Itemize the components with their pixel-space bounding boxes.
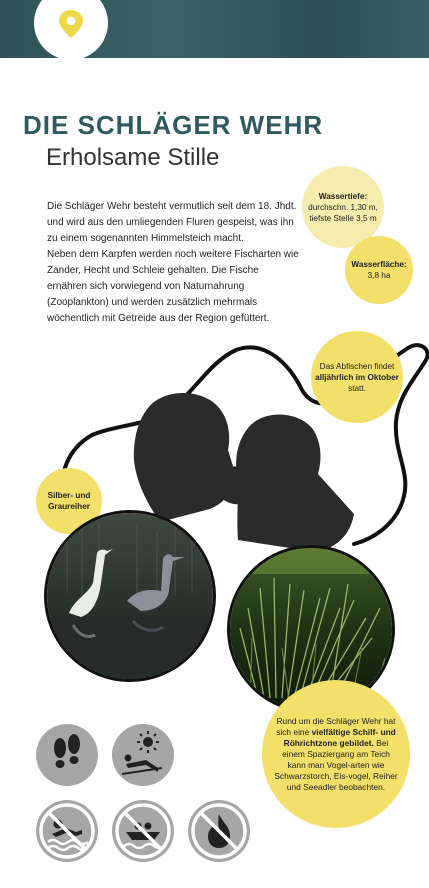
fishing-bubble [311,331,403,423]
sunbathing-icon [112,724,174,786]
footsteps-icon [36,724,98,786]
body-paragraph: Neben dem Karpfen werden noch weitere Fischarten wie Zander, Hecht und Schleie gehalten. Die Fische ernähren sich vorwiegend von Naturnahrung (Zooplankton) und werden zusätzlich mehrmals wöchentlich mit Getreide aus der Region gefüttert. [47,249,299,324]
page-subtitle: Erholsame Stille [46,144,220,171]
body-paragraph: Die Schläger Wehr besteht vermutlich seit dem 18. Jhdt. und wird aus den umliegenden Fluren gespeist, was ihn zu einem sogenannten Himmelsteich macht. [47,201,297,244]
reed-bubble [262,680,410,828]
reed-text-post: Bei einem Spaziergang am Teich kann man Vogel-arten wie Schwarzstorch, Eis-vogel, Reiher und Seeadler beobachten. [274,737,398,792]
location-pin-icon [58,10,84,38]
reed-text-pre: Rund um die Schläger Wehr hat sich eine [276,715,396,737]
heron-photo [44,510,216,682]
water-depth-text: durchschn. 1,30 m, tiefste Stelle 3,5 m [308,202,378,223]
no-boating-icon [112,800,174,862]
fishing-text-bold: alljährlich im Oktober [315,372,399,382]
water-area-text: 3,8 ha [367,271,391,280]
water-area-bubble [345,236,413,304]
page-title: DIE SCHLÄGER WEHR [23,110,324,140]
heron-label: Silber- und Graureiher [47,491,91,511]
fishing-text-post: statt. [348,383,366,393]
reed-text-bold: vielfältige Schilf- und Röhrichtzone gebildet. [283,726,396,748]
fishing-text-pre: Das Abfischen findet [319,361,395,371]
no-fire-icon [188,800,250,862]
water-area-label: Wasserfläche: [351,260,407,269]
water-depth-label: Wassertiefe: [318,191,368,201]
no-swimming-icon [36,800,98,862]
